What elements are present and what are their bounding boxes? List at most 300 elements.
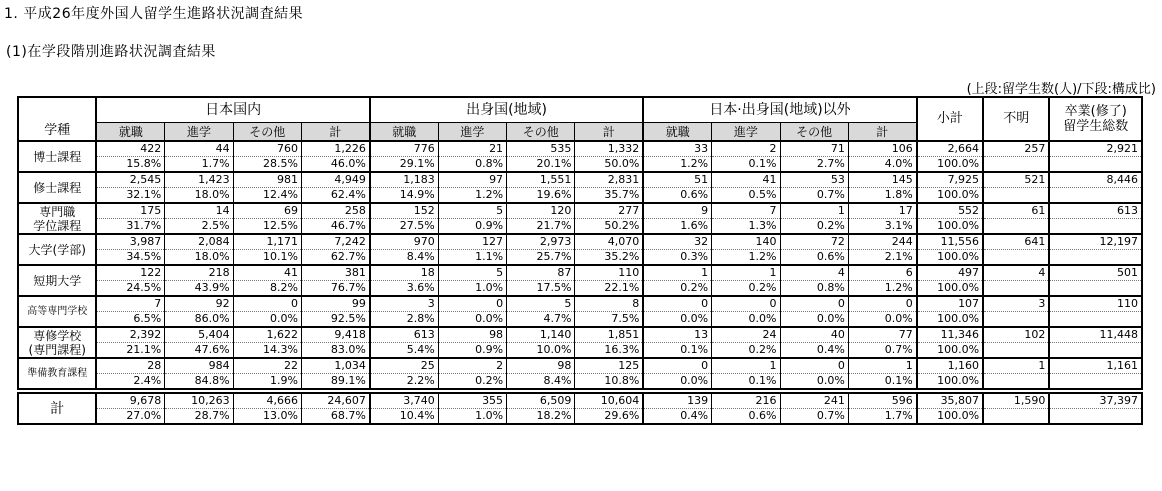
pct-cell: 17.5%	[507, 281, 575, 297]
pct-cell: 12.5%	[233, 219, 301, 235]
count-cell: 92	[165, 296, 233, 312]
count-cell: 1	[780, 203, 848, 219]
count-cell: 7	[96, 296, 164, 312]
count-cell: 24,607	[301, 393, 369, 409]
pct-cell: 21.7%	[507, 219, 575, 235]
header-sub-2-1: 進学	[712, 123, 780, 142]
pct-cell: 0.6%	[643, 188, 711, 204]
pct-cell: 50.2%	[575, 219, 643, 235]
pct-cell: 12.4%	[233, 188, 301, 204]
pct-cell: 0.0%	[780, 374, 848, 390]
pct-cell: 8.4%	[507, 374, 575, 390]
count-cell: 3	[370, 296, 438, 312]
pct-cell: 100.0%	[917, 312, 983, 328]
count-cell: 120	[507, 203, 575, 219]
pct-cell: 0.1%	[848, 374, 916, 390]
count-cell: 1,171	[233, 234, 301, 250]
pct-cell: 10.0%	[507, 343, 575, 359]
count-cell: 776	[370, 141, 438, 157]
pct-cell: 35.7%	[575, 188, 643, 204]
header-subtotal: 小計	[917, 97, 983, 141]
header-sub-0-3: 計	[301, 123, 369, 142]
table-row	[18, 327, 1142, 343]
pct-cell: 1.7%	[848, 409, 916, 425]
count-cell: 596	[848, 393, 916, 409]
count-cell: 2,392	[96, 327, 164, 343]
pct-cell: 27.5%	[370, 219, 438, 235]
pct-cell: 84.8%	[165, 374, 233, 390]
count-cell: 102	[983, 327, 1049, 343]
count-cell: 44	[165, 141, 233, 157]
count-cell: 139	[643, 393, 711, 409]
empty-cell	[1049, 281, 1142, 297]
count-cell: 127	[438, 234, 506, 250]
pct-cell: 0.1%	[712, 374, 780, 390]
count-cell: 110	[575, 265, 643, 281]
pct-cell: 21.1%	[96, 343, 164, 359]
count-cell: 641	[983, 234, 1049, 250]
pct-cell: 3.1%	[848, 219, 916, 235]
pct-cell: 1.2%	[438, 188, 506, 204]
pct-cell: 1.2%	[712, 250, 780, 266]
count-cell: 145	[848, 172, 916, 188]
pct-cell: 1.2%	[848, 281, 916, 297]
pct-cell: 100.0%	[917, 250, 983, 266]
pct-cell: 2.1%	[848, 250, 916, 266]
pct-cell: 8.2%	[233, 281, 301, 297]
count-cell: 13	[643, 327, 711, 343]
empty-cell	[1049, 188, 1142, 204]
pct-cell: 10.4%	[370, 409, 438, 425]
empty-cell	[1049, 250, 1142, 266]
count-cell: 106	[848, 141, 916, 157]
table-row-pct	[18, 157, 1142, 173]
empty-cell	[1049, 409, 1142, 425]
count-cell: 1,034	[301, 358, 369, 374]
status-table	[17, 96, 1143, 425]
table-row-pct	[18, 188, 1142, 204]
pct-cell: 0.0%	[848, 312, 916, 328]
count-cell: 5,404	[165, 327, 233, 343]
table-row-pct	[18, 219, 1142, 235]
pct-cell: 68.7%	[301, 409, 369, 425]
count-cell: 125	[575, 358, 643, 374]
header-sub-1-2: その他	[507, 123, 575, 142]
pct-cell: 14.3%	[233, 343, 301, 359]
count-cell: 1,423	[165, 172, 233, 188]
count-cell: 613	[370, 327, 438, 343]
pct-cell: 92.5%	[301, 312, 369, 328]
row-label: 博士課程	[18, 141, 96, 172]
pct-cell: 76.7%	[301, 281, 369, 297]
count-cell: 4	[780, 265, 848, 281]
count-cell: 2,921	[1049, 141, 1142, 157]
count-cell: 7,925	[917, 172, 983, 188]
count-cell: 1,622	[233, 327, 301, 343]
pct-cell: 0.1%	[712, 157, 780, 173]
count-cell: 98	[438, 327, 506, 343]
pct-cell: 0.6%	[780, 250, 848, 266]
count-cell: 6,509	[507, 393, 575, 409]
row-label: 専修学校 (専門課程)	[18, 327, 96, 358]
count-cell: 257	[983, 141, 1049, 157]
pct-cell: 0.0%	[438, 312, 506, 328]
pct-cell: 46.0%	[301, 157, 369, 173]
count-cell: 4,949	[301, 172, 369, 188]
header-group-other: 日本·出身国(地域)以外	[643, 97, 916, 123]
pct-cell: 0.9%	[438, 343, 506, 359]
pct-cell: 62.4%	[301, 188, 369, 204]
count-cell: 6	[848, 265, 916, 281]
pct-cell: 1.2%	[643, 157, 711, 173]
count-cell: 2,545	[96, 172, 164, 188]
pct-cell: 0.5%	[712, 188, 780, 204]
count-cell: 152	[370, 203, 438, 219]
pct-cell: 10.8%	[575, 374, 643, 390]
pct-cell: 62.7%	[301, 250, 369, 266]
table-row	[18, 358, 1142, 374]
row-label: 専門職 学位課程	[18, 203, 96, 234]
pct-cell: 43.9%	[165, 281, 233, 297]
pct-cell: 25.7%	[507, 250, 575, 266]
table-row	[18, 141, 1142, 157]
count-cell: 122	[96, 265, 164, 281]
table-row-pct	[18, 250, 1142, 266]
pct-cell: 1.9%	[233, 374, 301, 390]
header-row-label: 学種	[18, 97, 96, 141]
table-row	[18, 172, 1142, 188]
count-cell: 8	[575, 296, 643, 312]
count-cell: 2,831	[575, 172, 643, 188]
pct-cell: 5.4%	[370, 343, 438, 359]
pct-cell: 89.1%	[301, 374, 369, 390]
count-cell: 18	[370, 265, 438, 281]
count-cell: 1,183	[370, 172, 438, 188]
empty-cell	[983, 312, 1049, 328]
header-sub-1-1: 進学	[438, 123, 506, 142]
count-cell: 97	[438, 172, 506, 188]
count-cell: 984	[165, 358, 233, 374]
count-cell: 218	[165, 265, 233, 281]
pct-cell: 1.1%	[438, 250, 506, 266]
header-sub-1-0: 就職	[370, 123, 438, 142]
pct-cell: 100.0%	[917, 157, 983, 173]
count-cell: 970	[370, 234, 438, 250]
row-label: 高等専門学校	[18, 296, 96, 327]
header-sub-2-0: 就職	[643, 123, 711, 142]
pct-cell: 0.2%	[712, 281, 780, 297]
count-cell: 1	[983, 358, 1049, 374]
row-label: 短期大学	[18, 265, 96, 296]
count-cell: 501	[1049, 265, 1142, 281]
pct-cell: 14.9%	[370, 188, 438, 204]
empty-cell	[983, 250, 1049, 266]
pct-cell: 19.6%	[507, 188, 575, 204]
count-cell: 1,140	[507, 327, 575, 343]
count-cell: 53	[780, 172, 848, 188]
pct-cell: 34.5%	[96, 250, 164, 266]
pct-cell: 0.9%	[438, 219, 506, 235]
count-cell: 2	[438, 358, 506, 374]
empty-cell	[983, 409, 1049, 425]
table-row-pct	[18, 281, 1142, 297]
pct-cell: 0.2%	[438, 374, 506, 390]
row-label: 大学(学部)	[18, 234, 96, 265]
report-title: 1. 平成26年度外国人留学生進路状況調査結果	[4, 6, 304, 22]
count-cell: 4,666	[233, 393, 301, 409]
header-sub-0-0: 就職	[96, 123, 164, 142]
pct-cell: 3.6%	[370, 281, 438, 297]
count-cell: 1,551	[507, 172, 575, 188]
pct-cell: 18.0%	[165, 188, 233, 204]
count-cell: 71	[780, 141, 848, 157]
empty-cell	[983, 374, 1049, 390]
count-cell: 35,807	[917, 393, 983, 409]
pct-cell: 7.5%	[575, 312, 643, 328]
header-graduates: 卒業(修了) 留学生総数	[1049, 97, 1142, 141]
count-cell: 0	[712, 296, 780, 312]
count-cell: 981	[233, 172, 301, 188]
pct-cell: 0.1%	[643, 343, 711, 359]
row-label: 準備教育課程	[18, 358, 96, 389]
count-cell: 241	[780, 393, 848, 409]
pct-cell: 29.6%	[575, 409, 643, 425]
count-cell: 5	[438, 203, 506, 219]
count-cell: 1,226	[301, 141, 369, 157]
count-cell: 0	[780, 358, 848, 374]
count-cell: 355	[438, 393, 506, 409]
count-cell: 0	[438, 296, 506, 312]
count-cell: 277	[575, 203, 643, 219]
count-cell: 3	[983, 296, 1049, 312]
count-cell: 11,448	[1049, 327, 1142, 343]
pct-cell: 2.2%	[370, 374, 438, 390]
count-cell: 0	[233, 296, 301, 312]
pct-cell: 46.7%	[301, 219, 369, 235]
pct-cell: 0.7%	[780, 409, 848, 425]
pct-cell: 100.0%	[917, 409, 983, 425]
table-row-pct	[18, 343, 1142, 359]
table-row	[18, 203, 1142, 219]
count-cell: 7	[712, 203, 780, 219]
pct-cell: 2.4%	[96, 374, 164, 390]
count-cell: 110	[1049, 296, 1142, 312]
header-sub-0-1: 進学	[165, 123, 233, 142]
empty-cell	[1049, 343, 1142, 359]
empty-cell	[983, 157, 1049, 173]
count-cell: 422	[96, 141, 164, 157]
pct-cell: 0.8%	[438, 157, 506, 173]
count-cell: 258	[301, 203, 369, 219]
count-cell: 1	[643, 265, 711, 281]
count-cell: 33	[643, 141, 711, 157]
pct-cell: 1.3%	[712, 219, 780, 235]
count-cell: 22	[233, 358, 301, 374]
header-sub-1-3: 計	[575, 123, 643, 142]
count-cell: 0	[848, 296, 916, 312]
empty-cell	[1049, 219, 1142, 235]
empty-cell	[983, 219, 1049, 235]
count-cell: 8,446	[1049, 172, 1142, 188]
pct-cell: 2.8%	[370, 312, 438, 328]
count-cell: 5	[507, 296, 575, 312]
count-cell: 175	[96, 203, 164, 219]
pct-cell: 28.5%	[233, 157, 301, 173]
count-cell: 4,070	[575, 234, 643, 250]
count-cell: 613	[1049, 203, 1142, 219]
count-cell: 2,664	[917, 141, 983, 157]
header-sub-0-2: その他	[233, 123, 301, 142]
pct-cell: 0.2%	[712, 343, 780, 359]
pct-cell: 4.7%	[507, 312, 575, 328]
count-cell: 0	[643, 358, 711, 374]
count-cell: 87	[507, 265, 575, 281]
table-row-pct	[18, 409, 1142, 425]
count-cell: 69	[233, 203, 301, 219]
table-row-pct	[18, 374, 1142, 390]
count-cell: 535	[507, 141, 575, 157]
row-label: 計	[18, 393, 96, 424]
pct-cell: 100.0%	[917, 374, 983, 390]
empty-cell	[983, 281, 1049, 297]
count-cell: 552	[917, 203, 983, 219]
pct-cell: 0.4%	[780, 343, 848, 359]
pct-cell: 1.8%	[848, 188, 916, 204]
count-cell: 0	[780, 296, 848, 312]
count-cell: 61	[983, 203, 1049, 219]
count-cell: 40	[780, 327, 848, 343]
table-row	[18, 393, 1142, 409]
pct-cell: 35.2%	[575, 250, 643, 266]
empty-cell	[1049, 312, 1142, 328]
count-cell: 77	[848, 327, 916, 343]
count-cell: 3,987	[96, 234, 164, 250]
count-cell: 25	[370, 358, 438, 374]
count-cell: 98	[507, 358, 575, 374]
header-unknown: 不明	[983, 97, 1049, 141]
count-cell: 32	[643, 234, 711, 250]
table-row	[18, 265, 1142, 281]
count-cell: 1	[848, 358, 916, 374]
pct-cell: 0.0%	[643, 312, 711, 328]
pct-cell: 15.8%	[96, 157, 164, 173]
pct-cell: 18.2%	[507, 409, 575, 425]
count-cell: 1,160	[917, 358, 983, 374]
count-cell: 10,263	[165, 393, 233, 409]
count-cell: 521	[983, 172, 1049, 188]
pct-cell: 18.0%	[165, 250, 233, 266]
pct-cell: 100.0%	[917, 188, 983, 204]
pct-cell: 0.7%	[848, 343, 916, 359]
count-cell: 9	[643, 203, 711, 219]
count-cell: 140	[712, 234, 780, 250]
empty-cell	[983, 343, 1049, 359]
pct-cell: 50.0%	[575, 157, 643, 173]
table-row	[18, 234, 1142, 250]
count-cell: 1	[712, 358, 780, 374]
table-row-pct	[18, 312, 1142, 328]
pct-cell: 2.7%	[780, 157, 848, 173]
count-cell: 7,242	[301, 234, 369, 250]
count-cell: 99	[301, 296, 369, 312]
count-cell: 28	[96, 358, 164, 374]
pct-cell: 1.0%	[438, 281, 506, 297]
count-cell: 381	[301, 265, 369, 281]
pct-cell: 32.1%	[96, 188, 164, 204]
count-cell: 497	[917, 265, 983, 281]
pct-cell: 0.2%	[780, 219, 848, 235]
count-cell: 9,678	[96, 393, 164, 409]
pct-cell: 10.1%	[233, 250, 301, 266]
count-cell: 3,740	[370, 393, 438, 409]
pct-cell: 0.0%	[643, 374, 711, 390]
pct-cell: 6.5%	[96, 312, 164, 328]
count-cell: 9,418	[301, 327, 369, 343]
header-group-japan: 日本国内	[96, 97, 369, 123]
count-cell: 10,604	[575, 393, 643, 409]
pct-cell: 0.8%	[780, 281, 848, 297]
pct-cell: 0.7%	[780, 188, 848, 204]
count-cell: 1,590	[983, 393, 1049, 409]
pct-cell: 1.0%	[438, 409, 506, 425]
empty-cell	[1049, 374, 1142, 390]
pct-cell: 100.0%	[917, 343, 983, 359]
pct-cell: 13.0%	[233, 409, 301, 425]
header-sub-2-3: 計	[848, 123, 916, 142]
pct-cell: 28.7%	[165, 409, 233, 425]
pct-cell: 2.5%	[165, 219, 233, 235]
pct-cell: 24.5%	[96, 281, 164, 297]
empty-cell	[1049, 157, 1142, 173]
count-cell: 72	[780, 234, 848, 250]
count-cell: 5	[438, 265, 506, 281]
count-cell: 37,397	[1049, 393, 1142, 409]
pct-cell: 47.6%	[165, 343, 233, 359]
count-cell: 2,084	[165, 234, 233, 250]
header-sub-2-2: その他	[780, 123, 848, 142]
count-cell: 4	[983, 265, 1049, 281]
count-cell: 11,346	[917, 327, 983, 343]
count-cell: 41	[233, 265, 301, 281]
pct-cell: 16.3%	[575, 343, 643, 359]
section-title: (1)在学段階別進路状況調査結果	[6, 44, 216, 60]
pct-cell: 27.0%	[96, 409, 164, 425]
pct-cell: 0.6%	[712, 409, 780, 425]
pct-cell: 1.7%	[165, 157, 233, 173]
pct-cell: 0.0%	[780, 312, 848, 328]
row-label: 修士課程	[18, 172, 96, 203]
count-cell: 760	[233, 141, 301, 157]
count-cell: 1,161	[1049, 358, 1142, 374]
pct-cell: 0.4%	[643, 409, 711, 425]
pct-cell: 1.6%	[643, 219, 711, 235]
count-cell: 12,197	[1049, 234, 1142, 250]
count-cell: 1,332	[575, 141, 643, 157]
pct-cell: 0.3%	[643, 250, 711, 266]
pct-cell: 83.0%	[301, 343, 369, 359]
count-cell: 51	[643, 172, 711, 188]
count-cell: 1	[712, 265, 780, 281]
table-row	[18, 296, 1142, 312]
count-cell: 14	[165, 203, 233, 219]
pct-cell: 31.7%	[96, 219, 164, 235]
count-cell: 11,556	[917, 234, 983, 250]
pct-cell: 8.4%	[370, 250, 438, 266]
pct-cell: 0.2%	[643, 281, 711, 297]
pct-cell: 20.1%	[507, 157, 575, 173]
count-cell: 24	[712, 327, 780, 343]
pct-cell: 4.0%	[848, 157, 916, 173]
